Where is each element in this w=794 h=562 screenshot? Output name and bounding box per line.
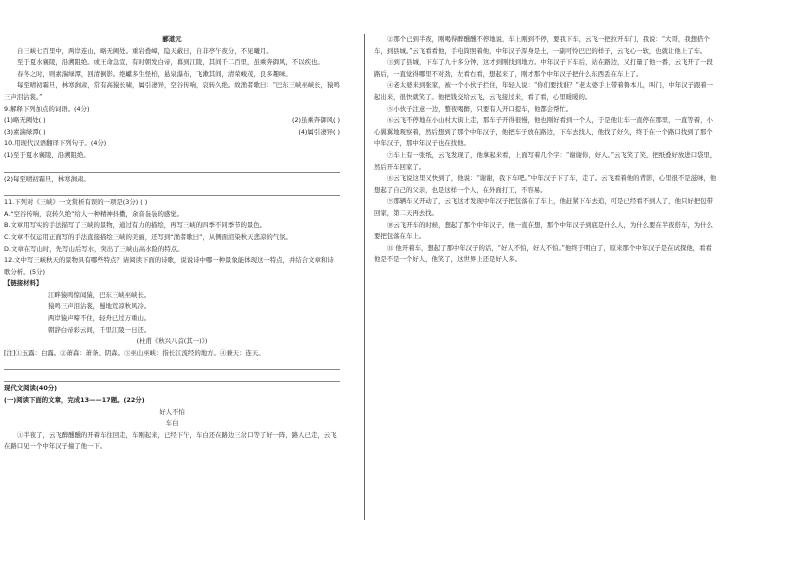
answer-line	[4, 162, 340, 173]
poem-note: [注]①玉露：白露。②萧森：萧条、阴森。③巫山巫峡：指长江流经的地方。④兼天：连天。	[4, 348, 265, 357]
poem-line: 两岸猿声啼不住，轻舟已过万重山。	[48, 314, 151, 323]
story-paragraph: ⑪ 他开着车，想起了那中年汉子的话，“好人不怕，好人不怕。”他终于明白了，原来那个中年汉子是在试探他，看看他是不是一个好人，他笑了，这世界上还是好人多。	[374, 243, 712, 264]
story-paragraph: ⑦车上有一张纸，云飞发现了，他拿起来看，上面写着几个字：“谢谢你，好人。”云飞笑了笑，把纸叠好放进口袋里，然后开车回家了。	[374, 150, 717, 171]
question-12: 12.文中写三峡秋天的景物具有哪些特点？请阅读下面的诗歌，说说诗中哪一种景象能体现这一特点，并结合文章和诗歌分析。(5分)	[4, 256, 334, 276]
question-10: 10.用现代汉语翻译下列句子。(4分)	[4, 139, 107, 148]
passage-paragraph: 至于夏水襄陵，沿溯阻绝。或王命急宣，有时朝发白帝，暮到江陵，其间千二百里，虽乘奔御风，不以疾也。	[17, 58, 324, 67]
story-author: 车白	[165, 419, 179, 428]
question-9-item: (4)属引凄异( )	[298, 127, 340, 136]
section-one-heading: (一)阅读下面的文章，完成13——17题。(22分)	[4, 396, 145, 405]
passage-paragraph: 自三峡七百里中，两岸连山，略无阙处。重岩叠嶂，隐天蔽日，自非亭午夜分，不见曦月。	[17, 46, 273, 55]
passage-paragraph: 每至晴初霜旦，林寒涧肃，常有高猿长啸，属引凄异，空谷传响，哀转久绝。故渔者歌曰：“巴东三峡巫峡长，猿鸣三声泪沾裳。”	[4, 81, 340, 101]
question-9-item: (2)虽乘奔御风( )	[291, 116, 340, 125]
column-divider	[364, 34, 365, 520]
poem-line: 猿鸣三声泪沾裳，蜀地荒凉秋风冷。	[48, 302, 151, 311]
story-paragraph: ④老太婆来到张家，被一个小伙子拦住，年轻人说：“你们要找谁？”老太婆手上带着鲁本儿，叫门，中年汉子跟着一起出来，很快就笑了。他把钱交给云飞，云飞接过来，看了看，心里暖暖的。	[374, 81, 714, 101]
passage-author: 郦道元	[162, 35, 182, 43]
link-heading: 【链接材料】	[4, 279, 43, 288]
answer-line	[4, 371, 340, 382]
answer-line	[4, 185, 340, 196]
question-11-option: C.文章不仅运用正面写的手法直接描绘三峡的美丽，还写到“渔者歌曰”，从侧面渲染秋天悲凉的气氛。	[4, 232, 292, 241]
question-11-option: B.文章用写实的手法描写了三峡的景物，通过有力的描绘，再写三峡的四季不同季节的景色。	[4, 221, 267, 230]
story-paragraph: ⑤小伙子注意一边，整夜喝醉，只要有人开口提车，他都会帮忙。	[387, 104, 573, 113]
story-paragraph: ⑥云飞不停地在小山村大街上走，那车子开得很慢，他也刚好看到一个人，于是他让车一直停在那里，一直等着，小心翼翼地观察着，然后想到了那个中年汉子，他把车子放在路边，下车去找人，他找了好久，终于在一个路口找到了那个中年汉子，那中年汉子也在找他。	[374, 116, 713, 148]
story-paragraph: ③到了县城，下车了九十多分钟，这才到刚找到地方。中年汉子下车后，站在路边，又打量了他一番，云飞开了一段路后，一直觉得哪里不对劲，左看右看，想起来了，刚才那个中年汉子把什么东西丢在车上了。	[374, 58, 713, 78]
answer-line	[4, 359, 340, 370]
modern-reading-heading: 现代文阅读(40分)	[4, 384, 58, 393]
story-paragraph: ⑩云飞开车的时候，想起了那个中年汉子，他一直在想，那个中年汉子到底是什么人，为什么要在半夜搭车，为什么要把包落在车上。	[374, 220, 713, 241]
story-paragraph: ②那个已到半夜，刚喝得醉醺醺不停地说，车上刚到不停，要我下车，云飞一把拉开车门，我说：“大哥，我想搭个车，到县城。”云飞看看他，手电筒照着他，中年汉子浑身是土，一副可怜巴巴的样子，云飞心一软，也就让他上了车。	[374, 35, 710, 55]
question-9: 9.解释下列加点的词语。(4分)	[4, 104, 90, 113]
passage-paragraph: 春冬之时，则素湍绿潭，回清倒影。绝巘多生怪柏，悬泉瀑布，飞漱其间，清荣峻茂，良多趣味。	[17, 69, 292, 78]
right-column	[374, 34, 718, 266]
question-9-item: (3)素湍绿潭( )	[4, 127, 46, 136]
story-paragraph: ①半夜了，云飞醉醺醺的开着车往回走，车刚起来，已经下午，车白还在路边三岔口等了好一阵，路人已走，云飞在路口见一个中年汉子撞了他一下。	[4, 430, 337, 451]
question-10-item: (2)每至晴初霜旦，林寒涧肃。	[4, 174, 90, 183]
story-paragraph: ⑧云飞说这里又快到了，他说：“谢谢，我下车吧。”中年汉子下了车，走了。云飞看着他的背影，心里很不是滋味，他想起了自己的父亲，也是这样一个人，在外面打工，不容易。	[374, 174, 717, 194]
story-paragraph: ⑨那辆车又开动了，云飞这才发现中年汉子把包落在了车上，他赶紧下车去追，可是已经看不到人了，他只好把包带回家，第二天再去找。	[374, 197, 713, 217]
question-11-option: A.“空谷传响，哀转久绝”给人一种精神抖擞，余音袅袅的感觉。	[4, 209, 184, 218]
story-title: 好人不怕	[159, 407, 185, 416]
left-column	[4, 34, 340, 453]
poem-line: 江畔猿鸣惊闻猿，巴东三峡巫峡长。	[48, 290, 151, 299]
question-9-row	[4, 115, 340, 127]
question-11: 11.下列对《三峡》一文赏析有误的一项是(3分) ( )	[4, 198, 148, 207]
question-10-item: (1)至于夏水襄陵，沿溯阻绝。	[4, 150, 90, 159]
question-9-row	[4, 127, 340, 139]
question-9-item: (1)略无阙处( )	[4, 116, 46, 125]
poem-source: (杜甫《秋兴八首(其一)》)	[136, 337, 208, 346]
question-11-option: D.文章在写山时，先写山后写水，突出了三峡山高水险的特点。	[4, 244, 184, 253]
poem-line: 朝辞白帝彩云间，千里江陵一日还。	[48, 325, 151, 334]
